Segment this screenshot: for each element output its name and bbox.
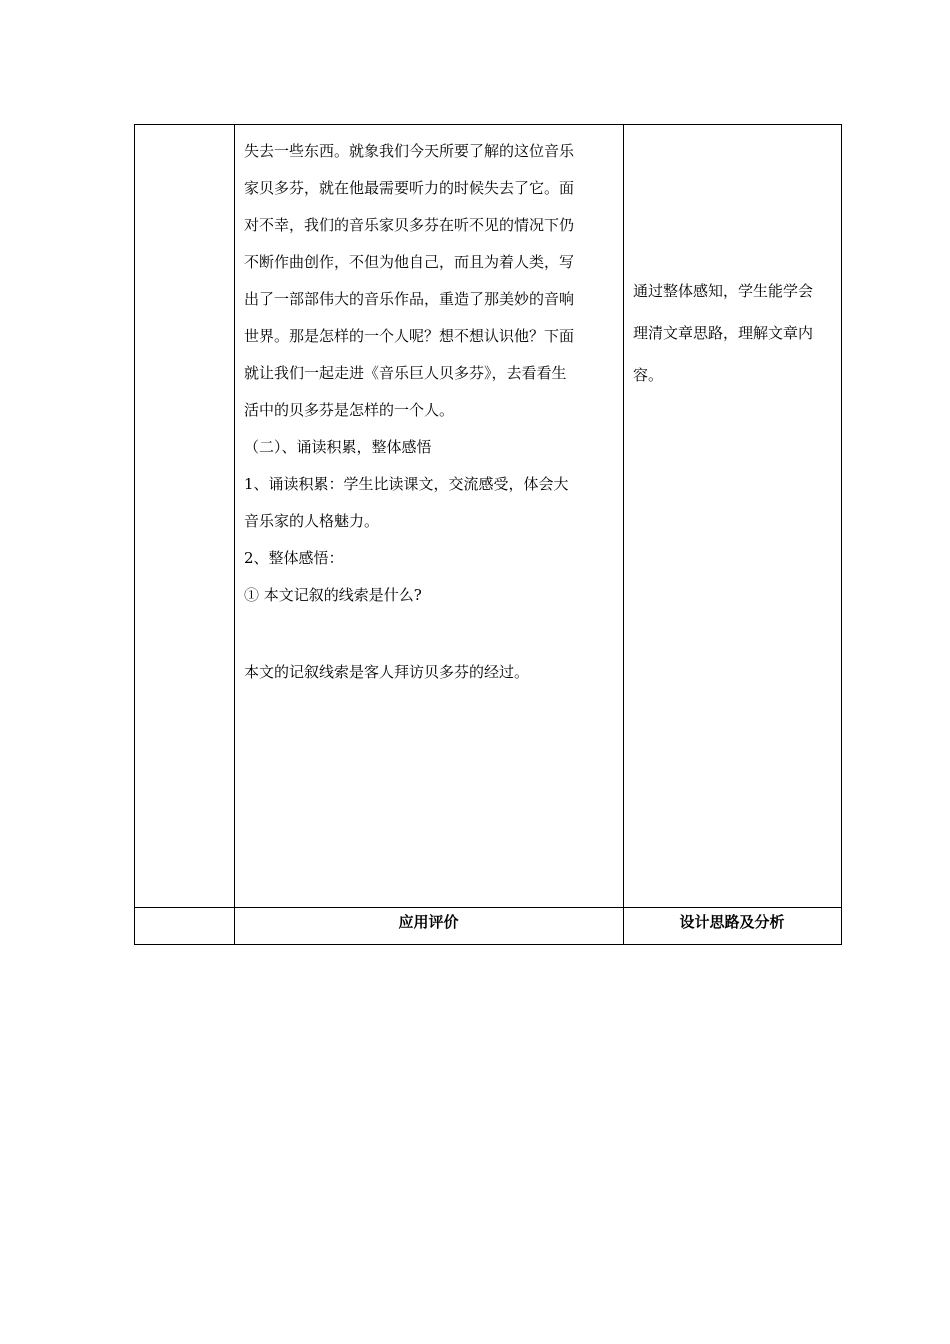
question-line: ① 本文记叙的线索是什么? [244,586,422,604]
application-evaluation-header: 应用评价 [398,913,459,931]
text-line: 2、整体感悟： [244,549,344,567]
answer-line: 本文的记叙线索是客人拜访贝多芬的经过。 [244,663,530,681]
text-line: 失去一些东西。就象我们今天所要了解的这位音乐 [244,142,575,160]
text-line: 世界。那是怎样的一个人呢？想不想认识他？下面 [244,327,575,345]
text-line: 1、诵读积累：学生比读课文，交流感受，体会大 [244,475,569,493]
text-line: 出了一部部伟大的音乐作品，重造了那美妙的音响 [244,290,575,308]
design-analysis-header: 设计思路及分析 [679,913,785,931]
column-divider [623,125,624,944]
text-line: 不断作曲创作，不但为他自己，而且为着人类，写 [244,253,575,271]
text-line: 通过整体感知，学生能学会 [633,282,814,300]
lesson-plan-table [134,124,842,945]
text-line: 音乐家的人格魅力。 [244,512,380,530]
text-line: 就让我们一起走进《音乐巨人贝多芬》，去看看生 [244,364,567,382]
teaching-process-cell [244,133,614,691]
text-line: 容。 [633,366,664,384]
text-line: 活中的贝多芬是怎样的一个人。 [244,401,455,419]
text-line: 理清文章思路，理解文章内 [633,324,814,342]
text-line: 对不幸，我们的音乐家贝多芬在听不见的情况下仍 [244,216,575,234]
text-line: 家贝多芬，就在他最需要听力的时候失去了它。面 [244,179,575,197]
column-divider [234,125,235,944]
section-heading: （二）、诵读积累，整体感悟 [244,438,432,456]
design-analysis-cell [633,270,837,396]
